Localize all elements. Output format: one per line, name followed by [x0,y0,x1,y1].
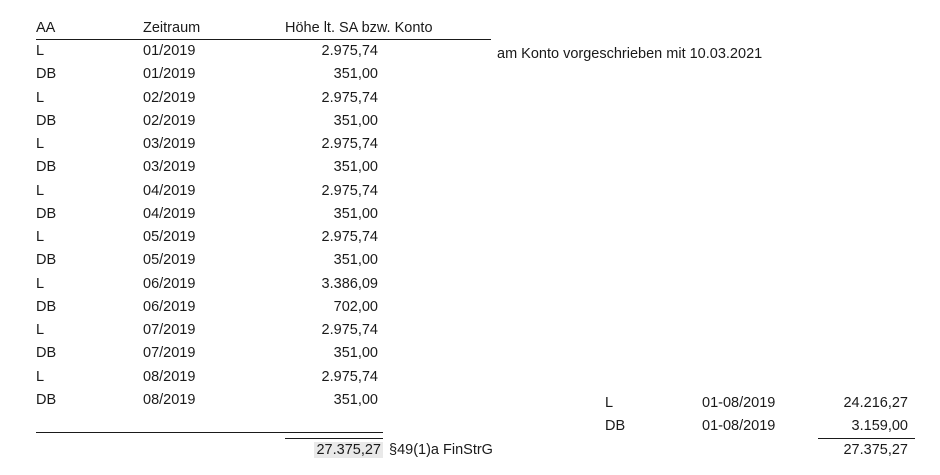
row-aa: DB [36,66,57,82]
row-zeitraum: 05/2019 [143,252,196,268]
row-zeitraum: 02/2019 [143,90,196,106]
row-zeitraum: 01/2019 [143,66,196,82]
header-hoehe: Höhe lt. SA bzw. Konto [285,20,433,36]
row-zeitraum: 03/2019 [143,136,196,152]
summary-aa: DB [605,418,626,434]
row-aa: DB [36,206,57,222]
row-aa: DB [36,113,57,129]
summary-total: 27.375,27 [843,442,908,458]
row-aa: DB [36,392,57,408]
row-hoehe: 351,00 [333,392,378,408]
row-zeitraum: 08/2019 [143,392,196,408]
row-aa: DB [36,252,57,268]
row-aa: L [36,229,45,245]
row-aa: L [36,43,45,59]
row-zeitraum: 01/2019 [143,43,196,59]
row-hoehe: 351,00 [333,206,378,222]
row-aa: DB [36,299,57,315]
summary-betrag: 3.159,00 [851,418,908,434]
row-zeitraum: 06/2019 [143,276,196,292]
row-zeitraum: 05/2019 [143,229,196,245]
row-hoehe: 351,00 [333,66,378,82]
row-aa: L [36,322,45,338]
row-zeitraum: 06/2019 [143,299,196,315]
row-zeitraum: 08/2019 [143,369,196,385]
summary-zeitraum: 01-08/2019 [702,418,776,434]
row-aa: L [36,90,45,106]
row-zeitraum: 04/2019 [143,206,196,222]
total-divider [285,438,383,439]
row-hoehe: 2.975,74 [321,136,378,152]
row-hoehe: 2.975,74 [321,183,378,199]
row-aa: L [36,183,45,199]
legal-reference: §49(1)a FinStrG [389,442,493,458]
row-aa: DB [36,159,57,175]
row-aa: L [36,369,45,385]
summary-betrag: 24.216,27 [843,395,908,411]
row-hoehe: 351,00 [333,252,378,268]
row-hoehe: 2.975,74 [321,322,378,338]
summary-aa: L [605,395,614,411]
row-zeitraum: 04/2019 [143,183,196,199]
row-zeitraum: 07/2019 [143,322,196,338]
row-hoehe: 2.975,74 [321,369,378,385]
header-divider [36,39,491,40]
row-zeitraum: 03/2019 [143,159,196,175]
total-value: 27.375,27 [316,442,381,458]
row-aa: DB [36,345,57,361]
row-divider [36,432,383,433]
row-hoehe: 351,00 [333,113,378,129]
summary-divider [818,438,915,439]
header-aa: AA [36,20,56,36]
row-hoehe: 351,00 [333,159,378,175]
row-hoehe: 2.975,74 [321,43,378,59]
row-hoehe: 2.975,74 [321,229,378,245]
row-hoehe: 351,00 [333,345,378,361]
row-aa: L [36,276,45,292]
note-text: am Konto vorgeschrieben mit 10.03.2021 [497,46,763,62]
row-aa: L [36,136,45,152]
row-zeitraum: 07/2019 [143,345,196,361]
row-zeitraum: 02/2019 [143,113,196,129]
header-zeitraum: Zeitraum [143,20,201,36]
row-hoehe: 2.975,74 [321,90,378,106]
row-hoehe: 3.386,09 [321,276,378,292]
row-hoehe: 702,00 [333,299,378,315]
summary-zeitraum: 01-08/2019 [702,395,776,411]
